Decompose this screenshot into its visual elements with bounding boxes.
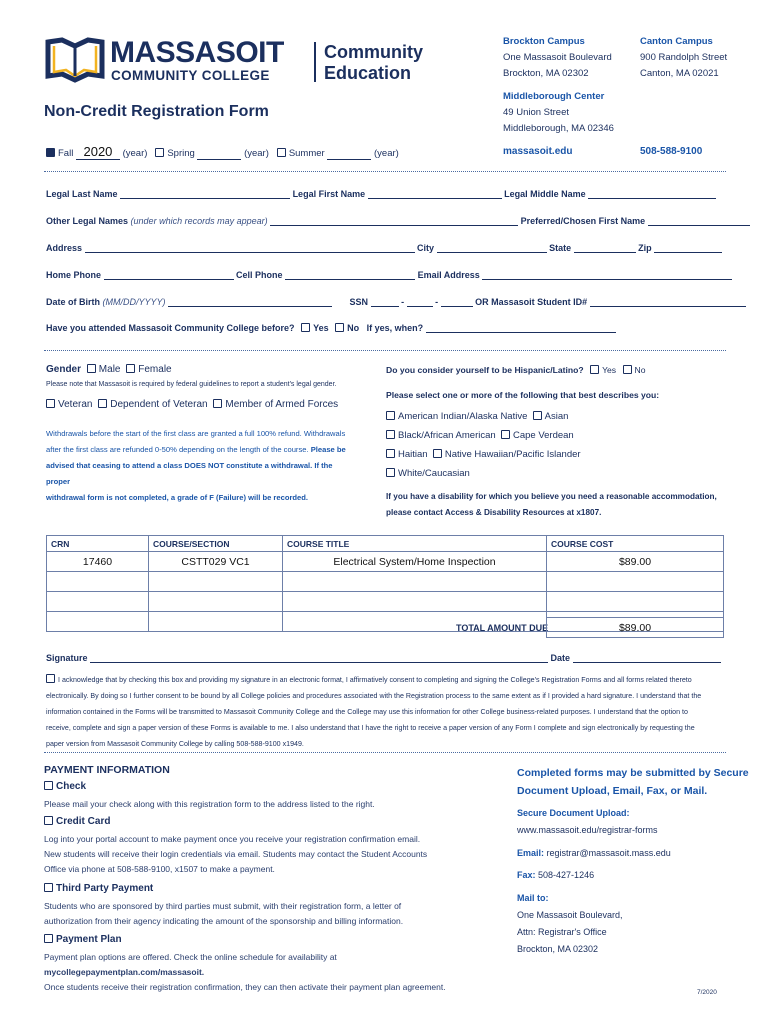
fax-number: 508-427-1246 xyxy=(538,870,595,880)
phone-number: 508-588-9100 xyxy=(640,146,703,157)
logo-divider xyxy=(314,42,316,82)
ack-line: paper version from Massasoit Community College by calling 508-588-9100 x1949. xyxy=(46,740,304,748)
campus-line: Middleborough, MA 02346 xyxy=(503,123,614,134)
logo-sub-text: COMMUNITY COLLEGE xyxy=(111,68,270,83)
mail-heading: Mail to: xyxy=(517,893,549,903)
attended-no-label: No xyxy=(347,323,360,333)
other-names-field[interactable] xyxy=(270,216,518,226)
race-row xyxy=(386,426,581,445)
last-name-field[interactable] xyxy=(120,189,290,199)
cost-cell[interactable] xyxy=(547,572,724,592)
submit-heading-line: Document Upload, Email, Fax, or Mail. xyxy=(517,785,708,797)
campus-line: Canton, MA 02021 xyxy=(640,68,719,79)
student-id-label: Massasoit Student ID# xyxy=(491,297,588,307)
preferred-name-field[interactable] xyxy=(648,216,750,226)
campus-name: Middleborough Center xyxy=(503,91,605,102)
credit-card-text xyxy=(44,832,484,877)
card-line: Office via phone at 508-588-9100, x1507 to make a payment. xyxy=(44,864,275,874)
third-party-checkbox[interactable] xyxy=(44,883,53,892)
spring-year-field[interactable] xyxy=(197,150,241,160)
race1-checkbox[interactable] xyxy=(386,411,395,420)
first-name-field[interactable] xyxy=(368,189,502,199)
male-checkbox[interactable] xyxy=(87,364,96,373)
attended-when-label: If yes, when? xyxy=(366,323,424,333)
attended-question: Have you attended Massasoit Community College before? xyxy=(46,323,295,333)
divider xyxy=(44,350,726,351)
year-label: (year) xyxy=(244,148,269,159)
mail-info xyxy=(517,890,623,958)
other-names-hint: (under which records may appear) xyxy=(130,216,268,226)
middle-name-field[interactable] xyxy=(588,189,716,199)
email-field[interactable] xyxy=(482,270,732,280)
campus-line: Brockton, MA 02302 xyxy=(503,68,589,79)
disability-line: please contact Access & Disability Resources at x1807. xyxy=(386,508,602,517)
dob-row: Date of Birth (MM/DD/YYYY) SSN - - OR Massasoit Student ID# xyxy=(46,297,746,307)
dob-hint: (MM/DD/YYYY) xyxy=(102,297,166,307)
ack-line: electronically. By doing so I further consent to be bound by all College policies and procedures associated with the Registration process to the same extent as if I provided a hard signature. I understand that the xyxy=(46,692,702,700)
race-row xyxy=(386,407,581,426)
payment-plan-label: Payment Plan xyxy=(56,934,122,945)
cell-phone-field[interactable] xyxy=(285,270,415,280)
third-party-text xyxy=(44,899,484,929)
female-checkbox[interactable] xyxy=(126,364,135,373)
date-label: Date xyxy=(550,653,571,663)
fall-checkbox[interactable] xyxy=(46,148,55,157)
ack-checkbox[interactable] xyxy=(46,674,55,683)
home-phone-label: Home Phone xyxy=(46,270,102,280)
race-options xyxy=(386,407,581,483)
cell-phone-label: Cell Phone xyxy=(236,270,283,280)
withdrawal-line: Withdrawals before the start of the first class are granted a full 100% refund. Withdrawals xyxy=(46,429,346,438)
preferred-name-label: Preferred/Chosen First Name xyxy=(520,216,646,226)
acknowledgement xyxy=(46,672,736,752)
hispanic-no-checkbox[interactable] xyxy=(623,365,632,374)
plan-line xyxy=(44,950,494,980)
section-cell[interactable] xyxy=(149,592,283,612)
col-header-section: COURSE/SECTION xyxy=(149,536,283,552)
attended-when-field[interactable] xyxy=(426,323,616,333)
zip-label: Zip xyxy=(638,243,652,253)
hispanic-yes-checkbox[interactable] xyxy=(590,365,599,374)
email-heading: Email: xyxy=(517,848,545,858)
payment-plan-text xyxy=(44,950,494,995)
plan-text: Payment plan options are offered. Check the online schedule for availability at xyxy=(44,952,337,962)
gender-note: Please note that Massasoit is required by federal guidelines to report a student's legal gender. xyxy=(46,381,337,388)
upload-heading: Secure Document Upload: xyxy=(517,808,630,818)
attended-row xyxy=(46,323,616,333)
section-cell[interactable]: CSTT029 VC1 xyxy=(149,552,283,572)
title-cell[interactable]: Electrical System/Home Inspection xyxy=(283,552,547,572)
ack-line: receive, complete and sign a paper version of these Forms is available to me. I also understand that I have the right to receive a paper version of any Form I complete and sign electronically by requesting the xyxy=(46,724,695,732)
summer-year-field[interactable] xyxy=(327,150,371,160)
website-link[interactable]: massasoit.edu xyxy=(503,146,573,157)
city-label: City xyxy=(417,243,435,253)
logo-main-text: MASSASOIT xyxy=(110,36,284,69)
check-checkbox[interactable] xyxy=(44,781,53,790)
third-party-label: Third Party Payment xyxy=(56,883,154,894)
state-field[interactable] xyxy=(574,243,636,253)
mail-line: Attn: Registrar's Office xyxy=(517,927,607,937)
check-option xyxy=(44,781,86,792)
upload-url[interactable]: www.massasoit.edu/registrar-forms xyxy=(517,825,658,835)
last-name-label: Legal Last Name xyxy=(46,189,118,199)
hispanic-yes-label: Yes xyxy=(602,365,617,375)
date-field[interactable] xyxy=(573,653,721,663)
middle-name-label: Legal Middle Name xyxy=(504,189,586,199)
home-phone-field[interactable] xyxy=(104,270,234,280)
submit-heading-line: Completed forms may be submitted by Secure xyxy=(517,767,749,779)
hispanic-question: Do you consider yourself to be Hispanic/Latino? xyxy=(386,365,584,375)
campus-name: Canton Campus xyxy=(640,36,713,47)
ack-line xyxy=(46,672,736,688)
fax-info xyxy=(517,867,594,884)
race5-label: Haitian xyxy=(398,449,428,460)
state-label: State xyxy=(549,243,572,253)
campus-line: 49 Union Street xyxy=(503,107,570,118)
ack-line: information contained in the Forms will be transmitted to Massasoit Community College and the College may use this information for other College business-related purposes. I understand that the option to xyxy=(46,708,688,716)
crn-cell[interactable]: 17460 xyxy=(47,552,149,572)
credit-card-option xyxy=(44,816,110,827)
race2-checkbox[interactable] xyxy=(533,411,542,420)
term-row xyxy=(46,144,399,160)
hispanic-row xyxy=(386,365,646,375)
col-header-crn: CRN xyxy=(47,536,149,552)
fall-label: Fall xyxy=(58,148,74,159)
college-logo xyxy=(44,36,444,86)
race6-checkbox[interactable] xyxy=(433,449,442,458)
total-amount[interactable]: $89.00 xyxy=(546,617,724,638)
plan-line: Once students receive their registration confirmation, they can then activate their payment plan agreement. xyxy=(44,982,446,992)
crn-cell[interactable] xyxy=(47,572,149,592)
crn-cell[interactable] xyxy=(47,612,149,632)
race7-label: White/Caucasian xyxy=(398,468,470,479)
card-line: New students will receive their login credentials via email. Students may contact the Student Accounts xyxy=(44,849,428,859)
ssn-field-3[interactable] xyxy=(441,297,473,307)
third-party-option xyxy=(44,883,153,894)
mail-line: Brockton, MA 02302 xyxy=(517,944,599,954)
total-label: TOTAL AMOUNT DUE xyxy=(456,623,549,633)
email-info xyxy=(517,845,671,862)
race2-label: Asian xyxy=(544,411,569,422)
attended-yes-checkbox[interactable] xyxy=(301,323,310,332)
summer-label: Summer xyxy=(288,148,325,159)
withdrawal-text: after the first class are refunded 0-50% depending on the length of the course. xyxy=(46,445,309,454)
veteran-checkbox[interactable] xyxy=(46,399,55,408)
submit-heading xyxy=(517,764,749,800)
military-row xyxy=(46,399,338,410)
dob-label: Date of Birth xyxy=(46,297,100,307)
footer-code: 7/2020 xyxy=(697,989,717,996)
table-row xyxy=(47,592,724,612)
disability-line: If you have a disability for which you believe you need a reasonable accommodation, xyxy=(386,492,717,501)
book-emblem-icon xyxy=(44,36,106,84)
campus-brockton xyxy=(503,34,612,82)
signature-label: Signature xyxy=(46,653,88,663)
cost-cell[interactable] xyxy=(547,592,724,612)
campus-canton xyxy=(640,34,727,82)
race-row xyxy=(386,445,581,464)
table-row xyxy=(47,552,724,572)
gender-row xyxy=(46,364,172,375)
other-names-label: Other Legal Names xyxy=(46,216,129,226)
email-label: Email Address xyxy=(417,270,480,280)
other-names-row xyxy=(46,216,750,226)
race4-label: Cape Verdean xyxy=(512,430,574,441)
table-header-row xyxy=(47,536,724,552)
withdrawal-line: advised that ceasing to attend a class DOES NOT constitute a withdrawal. If the proper xyxy=(46,461,333,486)
gender-label: Gender xyxy=(46,364,82,375)
credit-card-checkbox[interactable] xyxy=(44,816,53,825)
race-row xyxy=(386,464,581,483)
hispanic-no-label: No xyxy=(634,365,646,375)
race5-checkbox[interactable] xyxy=(386,449,395,458)
section-cell[interactable] xyxy=(149,612,283,632)
table-row xyxy=(47,572,724,592)
mail-line: One Massasoit Boulevard, xyxy=(517,910,623,920)
campus-name: Brockton Campus xyxy=(503,36,585,47)
year-label: (year) xyxy=(374,148,399,159)
address-field[interactable] xyxy=(85,243,415,253)
logo-community: Community xyxy=(324,42,423,62)
fall-year-field[interactable]: 2020 xyxy=(76,144,120,160)
race1-label: American Indian/Alaska Native xyxy=(398,411,528,422)
female-label: Female xyxy=(138,364,172,375)
campus-middleborough xyxy=(503,89,614,137)
check-text: Please mail your check along with this registration form to the address listed to the right. xyxy=(44,799,375,809)
title-cell[interactable] xyxy=(283,592,547,612)
withdrawal-line: withdrawal form is not completed, a grade of F (Failure) will be recorded. xyxy=(46,493,309,502)
race3-checkbox[interactable] xyxy=(386,430,395,439)
phone-row xyxy=(46,270,732,280)
logo-education: Education xyxy=(324,63,412,83)
ack-text: I acknowledge that by checking this box and providing my signature in an electronic format, I affirmatively consent to completing and signing the College's Registration Forms and all forms related thereto xyxy=(58,676,692,684)
disability-note xyxy=(386,489,717,521)
armed-forces-checkbox[interactable] xyxy=(213,399,222,408)
address-label: Address xyxy=(46,243,83,253)
card-line: Log into your portal account to make payment once you receive your registration confirmation email. xyxy=(44,834,421,844)
race6-label: Native Hawaiian/Pacific Islander xyxy=(444,449,581,460)
attended-yes-label: Yes xyxy=(313,323,329,333)
ssn-field-2[interactable] xyxy=(407,297,433,307)
spring-checkbox[interactable] xyxy=(155,148,164,157)
payment-plan-option xyxy=(44,934,122,945)
name-row xyxy=(46,189,716,199)
veteran-label: Veteran xyxy=(58,399,93,410)
divider xyxy=(44,752,726,753)
male-label: Male xyxy=(98,364,121,375)
zip-field[interactable] xyxy=(654,243,722,253)
third-line: authorization from their agency indicating the amount of the sponsorship and billing information. xyxy=(44,916,404,926)
first-name-label: Legal First Name xyxy=(292,189,366,199)
section-cell[interactable] xyxy=(149,572,283,592)
campus-line: 900 Randolph Street xyxy=(640,52,728,63)
divider xyxy=(44,171,726,172)
or-label: OR xyxy=(475,297,489,307)
withdrawal-bold: Please be xyxy=(310,445,346,454)
title-cell[interactable] xyxy=(283,572,547,592)
spring-label: Spring xyxy=(167,148,195,159)
race7-checkbox[interactable] xyxy=(386,468,395,477)
dependent-checkbox[interactable] xyxy=(98,399,107,408)
student-id-field[interactable] xyxy=(590,297,746,307)
credit-card-label: Credit Card xyxy=(56,816,111,827)
third-line: Students who are sponsored by third parties must submit, with their registration form, a letter of xyxy=(44,901,402,911)
summer-checkbox[interactable] xyxy=(277,148,286,157)
upload-info xyxy=(517,805,658,839)
campus-line: One Massasoit Boulevard xyxy=(503,52,612,63)
payment-plan-checkbox[interactable] xyxy=(44,934,53,943)
check-label: Check xyxy=(56,781,87,792)
fax-heading: Fax: xyxy=(517,870,536,880)
payment-title: PAYMENT INFORMATION xyxy=(44,764,170,776)
ssn-field-1[interactable] xyxy=(371,297,399,307)
city-field[interactable] xyxy=(437,243,547,253)
race-question: Please select one or more of the following that best describes you: xyxy=(386,390,660,400)
withdrawal-line xyxy=(46,442,346,458)
race3-label: Black/African American xyxy=(398,430,496,441)
dob-field[interactable] xyxy=(168,297,332,307)
ssn-label: SSN xyxy=(349,297,369,307)
signature-field[interactable] xyxy=(90,653,548,663)
race4-checkbox[interactable] xyxy=(501,430,510,439)
withdrawal-policy xyxy=(46,426,346,506)
address-row xyxy=(46,243,722,253)
email-address[interactable]: registrar@massasoit.mass.edu xyxy=(546,848,671,858)
form-title: Non-Credit Registration Form xyxy=(44,103,269,120)
signature-row xyxy=(46,653,721,663)
crn-cell[interactable] xyxy=(47,592,149,612)
armed-forces-label: Member of Armed Forces xyxy=(225,399,339,410)
plan-link[interactable]: mycollegepaymentplan.com/massasoit. xyxy=(44,967,205,977)
dependent-label: Dependent of Veteran xyxy=(110,399,208,410)
year-label: (year) xyxy=(122,148,148,159)
col-header-title: COURSE TITLE xyxy=(283,536,547,552)
cost-cell[interactable]: $89.00 xyxy=(547,552,724,572)
col-header-cost: COURSE COST xyxy=(547,536,724,552)
attended-no-checkbox[interactable] xyxy=(335,323,344,332)
